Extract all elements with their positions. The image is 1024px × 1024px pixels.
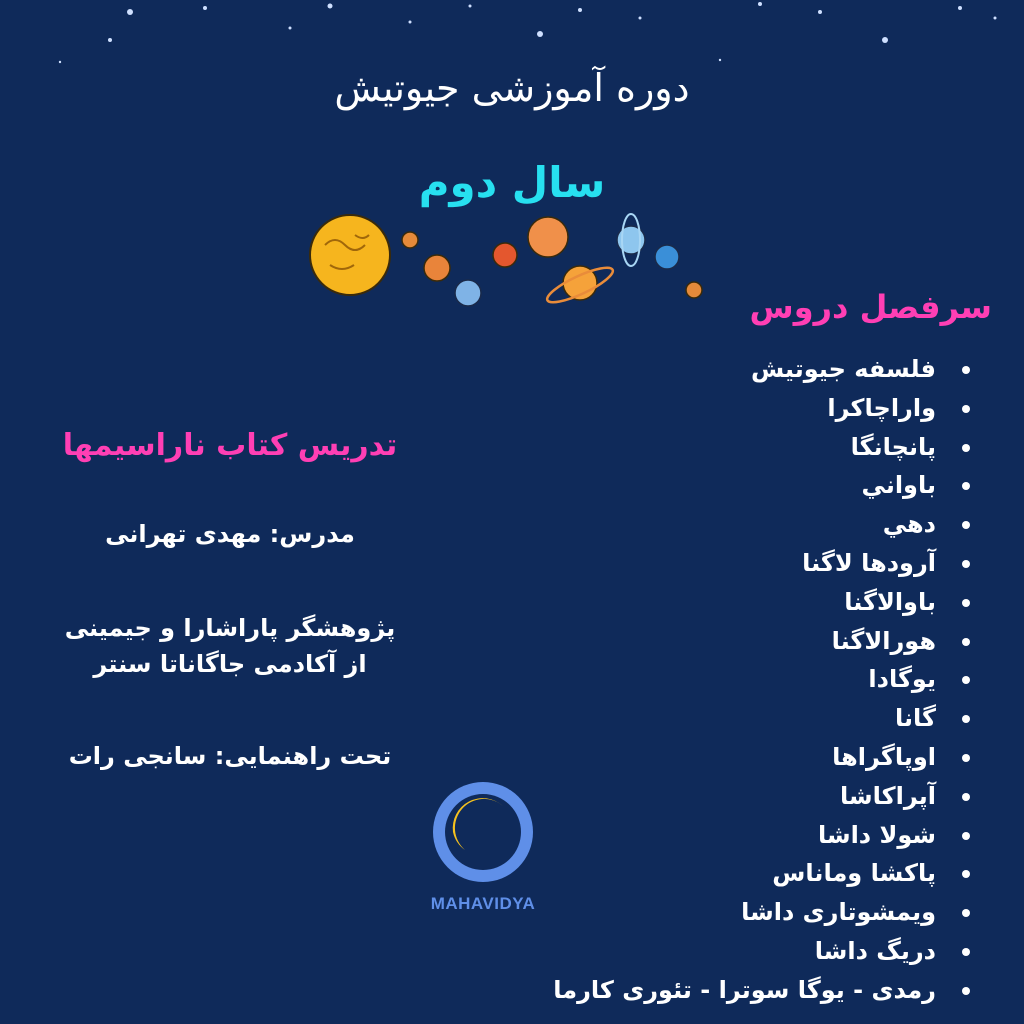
list-item: باوالاگنا <box>454 583 974 622</box>
list-item: دریگ داشا <box>454 932 974 971</box>
venus-icon <box>424 255 450 281</box>
course-title: دوره آموزشی جیوتیش <box>334 66 690 110</box>
list-item: شولا داشا <box>454 816 974 855</box>
course-book-heading: تدریس کتاب ناراسیمها <box>62 428 398 463</box>
list-item: اوپاگراها <box>454 738 974 777</box>
earth-icon <box>455 280 481 306</box>
list-item: هورالاگنا <box>454 622 974 661</box>
sun-icon <box>310 215 390 295</box>
mahavidya-logo <box>428 780 538 930</box>
pluto-icon <box>686 282 702 298</box>
credentials-line-1: پژوهشگر پاراشارا و جیمینی <box>64 614 396 642</box>
logo-text: MAHAVIDYA <box>430 894 536 913</box>
teacher-name: مدرس: مهدی تهرانی <box>105 520 355 548</box>
list-item: پاکشا وماناس <box>454 854 974 893</box>
neptune-icon <box>655 245 679 269</box>
teacher-credentials <box>20 610 440 682</box>
list-item: یوگادا <box>454 660 974 699</box>
list-item: واراچاکرا <box>454 389 974 428</box>
solar-system-illustration <box>300 205 720 325</box>
mars-icon <box>493 243 517 267</box>
uranus-icon <box>617 214 645 266</box>
supervisor-name: تحت راهنمایی: سانجی رات <box>68 742 392 770</box>
crescent-moon-logo-icon <box>431 780 535 884</box>
list-item: آرودها لاگنا <box>454 544 974 583</box>
list-item: فلسفه جیوتیش <box>454 350 974 389</box>
list-item: دهي <box>454 505 974 544</box>
list-item: رمدی - یوگا سوترا - تئوری کارما <box>454 971 974 1010</box>
mercury-icon <box>402 232 418 248</box>
list-item: پانچانگا <box>454 428 974 467</box>
saturn-icon <box>544 262 617 309</box>
list-item: آپراکاشا <box>454 777 974 816</box>
syllabus-heading: سرفصل دروس <box>749 288 992 326</box>
jupiter-icon <box>528 217 568 257</box>
list-item: گانا <box>454 699 974 738</box>
credentials-line-2: از آکادمی جاگاناتا سنتر <box>93 650 367 678</box>
list-item: ویمشوتاری داشا <box>454 893 974 932</box>
list-item: باواني <box>454 466 974 505</box>
course-year-subtitle: سال دوم <box>418 158 606 207</box>
